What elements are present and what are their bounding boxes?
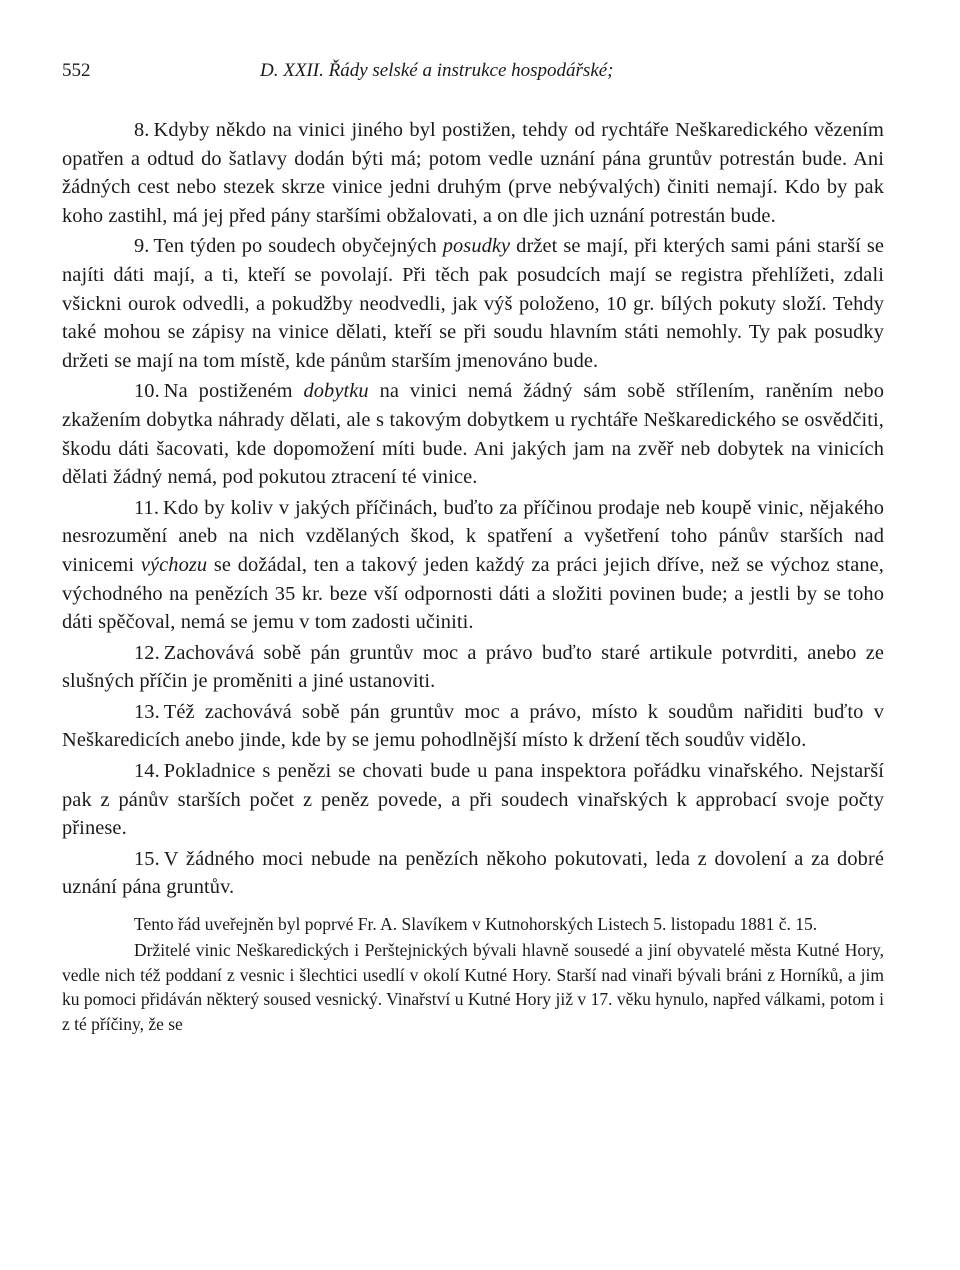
paragraph-number: 9. [134, 235, 150, 258]
paragraph-15 [62, 845, 884, 902]
emphasized-term: dobytku [303, 380, 369, 403]
notes-block [62, 912, 884, 1036]
paragraph-8 [62, 116, 884, 230]
paragraph-number: 15. [134, 847, 160, 870]
page-number: 552 [62, 60, 91, 81]
running-title: D. XXII. Řády selské a instrukce hospodářské; [260, 60, 614, 81]
paragraph-10 [62, 377, 884, 491]
paragraph-text: na vinici nemá žádný sám sobě střílením, raněním nebo zkažením dobytka náhrady dělati, ale s takovým dobytkem u rychtáře Neškaredického se osvědčiti, škodu dáti šacovati, kde dopomožení míti bude. Ani jakých jam na zvěř neb dobytek na vinicích dělati žádný nemá, pod pokutou ztracení té vinice. [62, 380, 885, 489]
emphasized-term: výchozu [140, 553, 208, 576]
paragraph-text: Kdyby někdo na vinici jiného byl postižen, tehdy od rychtáře Neškaredického vězením opatřen a odtud do šatlavy dodán býti má; potom vedle uznání pána gruntův potrestán bude. Ani žádných cest nebo stezek skrze vinice jedni druhým (prve nebývalých) činiti nemají. Kdo by pak koho zastihl, má jej před pány staršími obžalovati, a on dle jich uznání potrestán bude. [62, 119, 884, 227]
body-text [62, 116, 884, 902]
paragraph-text: Kdo by koliv v jakých příčinách, buďto za příčinou prodaje neb koupě vinic, nějakého nesrozumění aneb na nich vzdělaných škod, k spatření a vyšetření toho pánův starších nad vinicemi [62, 496, 884, 576]
emphasized-term: posudky [442, 235, 511, 258]
paragraph-9 [62, 232, 884, 375]
page-header [62, 60, 884, 96]
paragraph-number: 13. [134, 700, 160, 723]
paragraph-text: Též zachovává sobě pán gruntův moc a právo, místo k soudům nařiditi buďto v Neškaredicích anebo jinde, kde by se jemu pohodlnější místo k držení těch soudův vidělo. [62, 700, 884, 752]
paragraph-number: 10. [134, 380, 160, 403]
paragraph-text: se dožádal, ten a takový jeden každý za práci jejich dříve, než se výchoz stane, východného na penězích 35 kr. beze vší odpornosti dáti a složiti povinen bude; a jestli by se toho dáti spěčoval, nemá se jemu v tom zadosti učiniti. [62, 553, 884, 634]
paragraph-text: Ten týden po soudech obyčejných [153, 235, 443, 258]
paragraph-text: V žádného moci nebude na penězích někoho pokutovati, leda z dovolení a za dobré uznání pána gruntův. [62, 847, 884, 899]
paragraph-number: 12. [134, 641, 160, 664]
paragraph-number: 14. [134, 760, 160, 783]
paragraph-13 [62, 698, 884, 755]
paragraph-number: 8. [134, 119, 150, 141]
note-paragraph: Tento řád uveřejněn byl poprvé Fr. A. Slavíkem v Kutnohorských Listech 5. listopadu 1881 č. 15. [134, 914, 818, 935]
paragraph-text: Na postiženém [163, 380, 304, 403]
paragraph-text: držet se mají, při kterých sami páni starší se najíti dáti mají, a ti, kteří se povolají. Při těch pak posudcích mají se registra přehlížeti, zdali všickni ourok odvedli, a pokudžby neodvedli, jak výš položeno, 10 gr. bílých pokuty složí. Tehdy také mohou se zápisy na vinice dělati, kteří se při soudu hlavním státi nemohly. Ty pak posudky držeti se mají na tom místě, kde pánům starším jmenováno bude. [62, 235, 884, 372]
paragraph-text: Pokladnice s penězi se chovati bude u pana inspektora pořádku vinařského. Nejstarší pak z pánův starších počet z peněz povede, a při soudech vinařských k approbací svoje počty přinese. [62, 760, 884, 840]
paragraph-14 [62, 757, 884, 843]
paragraph-number: 11. [134, 496, 160, 519]
note-paragraph: Držitelé vinic Neškaredických i Perštejnických bývali hlavně sousedé a jiní obyvatelé města Kutné Hory, vedle nich též poddaní z vesnic i šlechtici usedlí v okolí Kutné Hory. Starší nad vinaři bývali bráni z Horníků, a jim ku pomoci přidáván některý soused vesnický. Vinařství u Kutné Hory již v 17. věku hynulo, napřed válkami, potom i z té příčiny, že se [62, 940, 884, 1034]
document-page [62, 60, 884, 1036]
paragraph-12 [62, 639, 884, 696]
paragraph-11 [62, 494, 884, 637]
paragraph-text: Zachovává sobě pán gruntův moc a právo buďto staré artikule potvrditi, anebo ze slušných příčin je proměniti a jiné ustanoviti. [62, 641, 884, 693]
